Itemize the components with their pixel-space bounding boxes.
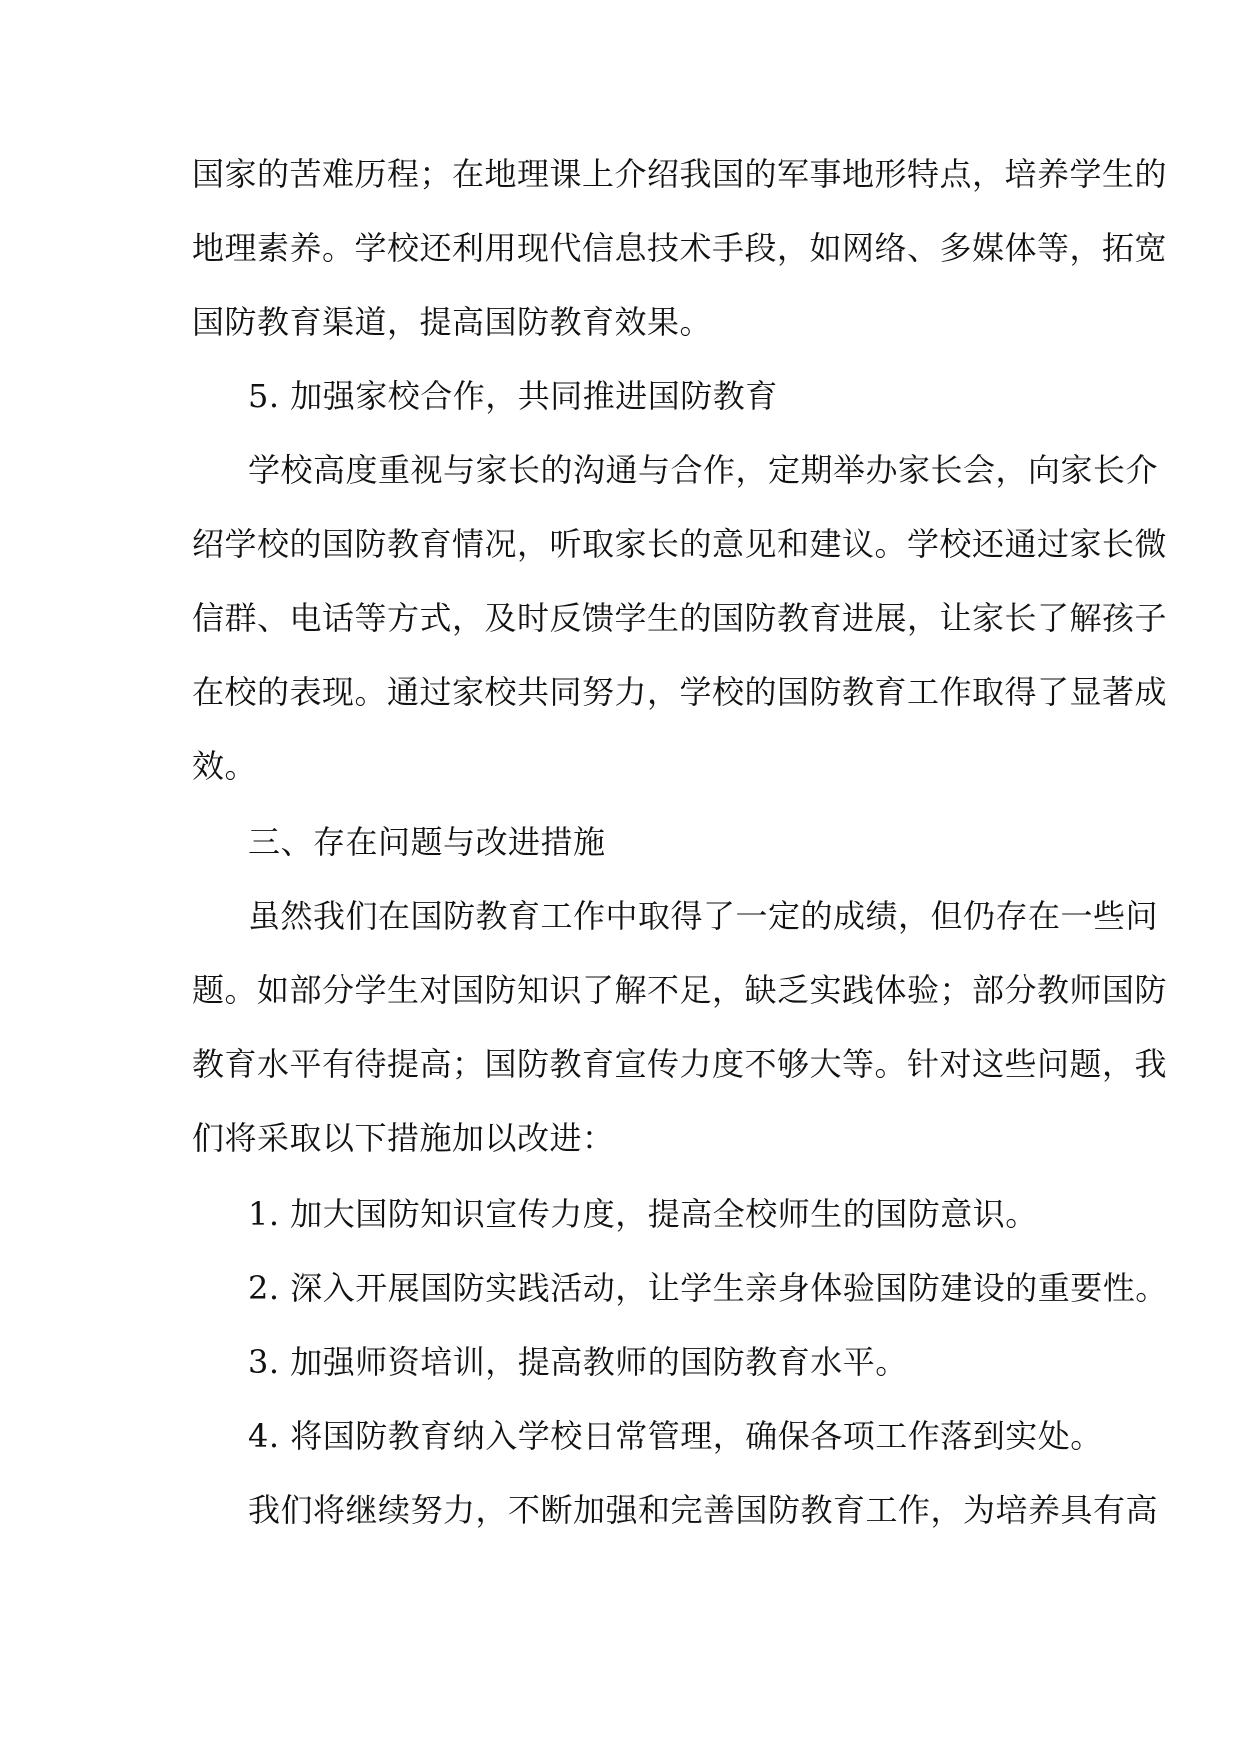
paragraph-line: 信群、电话等方式，及时反馈学生的国防教育进展，让家长了解孩子 [192, 599, 1168, 637]
list-item: 4. 将国防教育纳入学校日常管理，确保各项工作落到实处。 [248, 1417, 1103, 1455]
paragraph-line: 国防教育渠道，提高国防教育效果。 [192, 303, 713, 341]
paragraph-line: 学校高度重视与家长的沟通与合作，定期举办家长会，向家长介 [248, 451, 1159, 489]
paragraph-line: 效。 [192, 747, 258, 785]
paragraph-line: 题。如部分学生对国防知识了解不足，缺乏实践体验；部分教师国防 [192, 971, 1168, 1009]
paragraph-line: 们将采取以下措施加以改进： [192, 1119, 615, 1157]
paragraph-line: 我们将继续努力，不断加强和完善国防教育工作，为培养具有高 [248, 1491, 1159, 1529]
paragraph-line: 地理素养。学校还利用现代信息技术手段，如网络、多媒体等，拓宽 [192, 229, 1168, 267]
section-heading: 5. 加强家校合作，共同推进国防教育 [248, 377, 778, 415]
paragraph-line: 国家的苦难历程；在地理课上介绍我国的军事地形特点，培养学生的 [192, 155, 1168, 193]
paragraph-line: 绍学校的国防教育情况，听取家长的意见和建议。学校还通过家长微 [192, 525, 1168, 563]
paragraph-line: 虽然我们在国防教育工作中取得了一定的成绩，但仍存在一些问 [248, 897, 1159, 935]
list-item: 3. 加强师资培训，提高教师的国防教育水平。 [248, 1343, 908, 1381]
section-heading: 三、存在问题与改进措施 [248, 823, 606, 861]
list-item: 2. 深入开展国防实践活动，让学生亲身体验国防建设的重要性。 [248, 1269, 1168, 1307]
paragraph-line: 在校的表现。通过家校共同努力，学校的国防教育工作取得了显著成 [192, 673, 1168, 711]
paragraph-line: 教育水平有待提高；国防教育宣传力度不够大等。针对这些问题，我 [192, 1045, 1168, 1083]
list-item: 1. 加大国防知识宣传力度，提高全校师生的国防意识。 [248, 1195, 1038, 1233]
